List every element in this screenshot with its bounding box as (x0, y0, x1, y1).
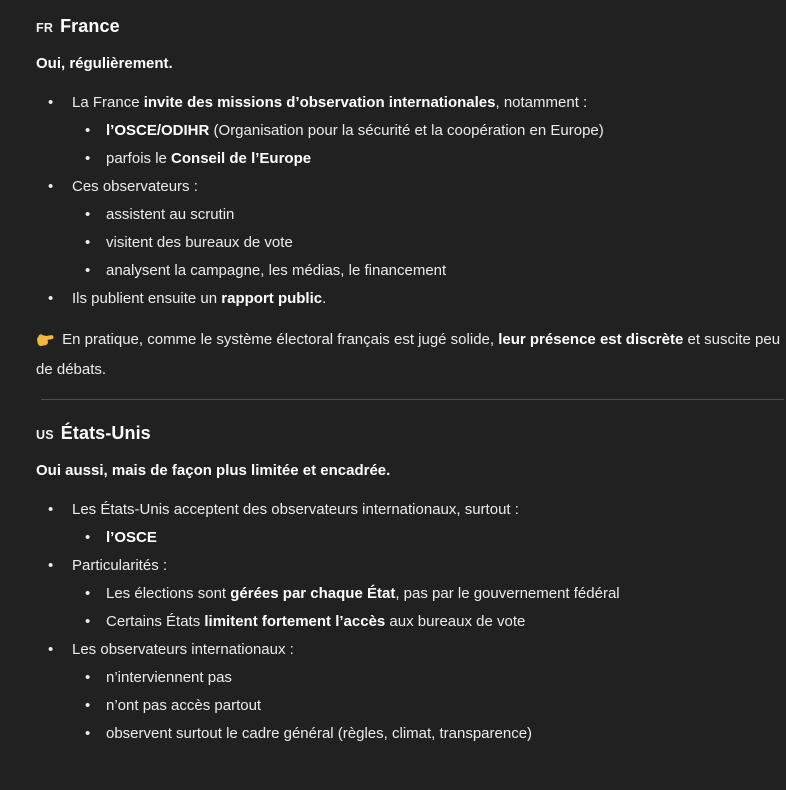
bold-text: l’OSCE (106, 529, 157, 546)
text-run: . (322, 290, 327, 307)
bold-text: limitent fortement l’accès (204, 613, 386, 630)
text-run: Les observateurs internationaux : (72, 641, 294, 658)
bold-text: invite des missions d’observation internationales (143, 94, 496, 111)
bold-text: Conseil de l’Europe (171, 150, 312, 167)
text-run: La France (72, 94, 144, 111)
bold-text: gérées par chaque État (230, 585, 396, 602)
list-item (70, 720, 784, 748)
list-item (70, 201, 784, 229)
list-item (36, 285, 784, 313)
text-run: n’interviennent pas (106, 669, 232, 686)
lead-paragraph: Oui aussi, mais de façon plus limitée et encadrée. (36, 462, 391, 479)
lead-paragraph: Oui, régulièrement. (36, 55, 173, 72)
list-item (70, 229, 784, 257)
list-item (70, 608, 784, 636)
text-run: n’ont pas accès partout (106, 697, 262, 714)
list-item (70, 145, 784, 173)
list-item (36, 636, 784, 664)
section-heading-france (36, 13, 784, 41)
list-item (36, 496, 784, 524)
text-run: , pas par le gouvernement fédéral (395, 585, 620, 602)
list-item (70, 117, 784, 145)
text-run: observent surtout le cadre général (règles, climat, transparence) (106, 725, 533, 742)
text-run: assistent au scrutin (106, 206, 235, 223)
list-item (36, 552, 784, 580)
text-run: parfois le (106, 150, 172, 167)
text-run: (Organisation pour la sécurité et la coopération en Europe) (209, 122, 604, 139)
text-run: visitent des bureaux de vote (106, 234, 293, 251)
bullet-list (36, 496, 784, 748)
list-item (36, 173, 784, 201)
text-run: Certains États (106, 613, 205, 630)
france-flag-emoji: FR (36, 21, 54, 35)
text-run: , notamment : (495, 94, 588, 111)
bold-text: l’OSCE/ODIHR (106, 122, 210, 139)
bold-text: rapport public (221, 290, 323, 307)
section-divider (41, 399, 784, 400)
text-run: aux bureaux de vote (385, 613, 526, 630)
list-item (70, 580, 784, 608)
list-item (36, 89, 784, 117)
list-item (70, 257, 784, 285)
list-item (70, 692, 784, 720)
united-states-flag-emoji: US (36, 428, 54, 442)
pointing-right-emoji (36, 329, 54, 347)
section-heading-united-states (36, 420, 784, 448)
section-title: France (60, 16, 120, 36)
list-item (70, 524, 784, 552)
text-run: analysent la campagne, les médias, le financement (106, 262, 447, 279)
text-run: et suscite peu de débats. (36, 331, 781, 378)
text-run: Particularités : (72, 557, 168, 574)
text-run: Les élections sont (106, 585, 231, 602)
note-paragraph (36, 325, 784, 385)
section-united-states (36, 420, 784, 748)
text-run: Ils publient ensuite un (72, 290, 222, 307)
text-run: Les États-Unis acceptent des observateurs internationaux, surtout : (72, 501, 519, 518)
bold-text: leur présence est discrète (498, 331, 684, 348)
bullet-list (36, 89, 784, 313)
text-run: En pratique, comme le système électoral français est jugé solide, (58, 331, 499, 348)
list-item (70, 664, 784, 692)
text-run: Ces observateurs : (72, 178, 198, 195)
section-title: États-Unis (60, 423, 151, 443)
section-france (36, 13, 784, 385)
